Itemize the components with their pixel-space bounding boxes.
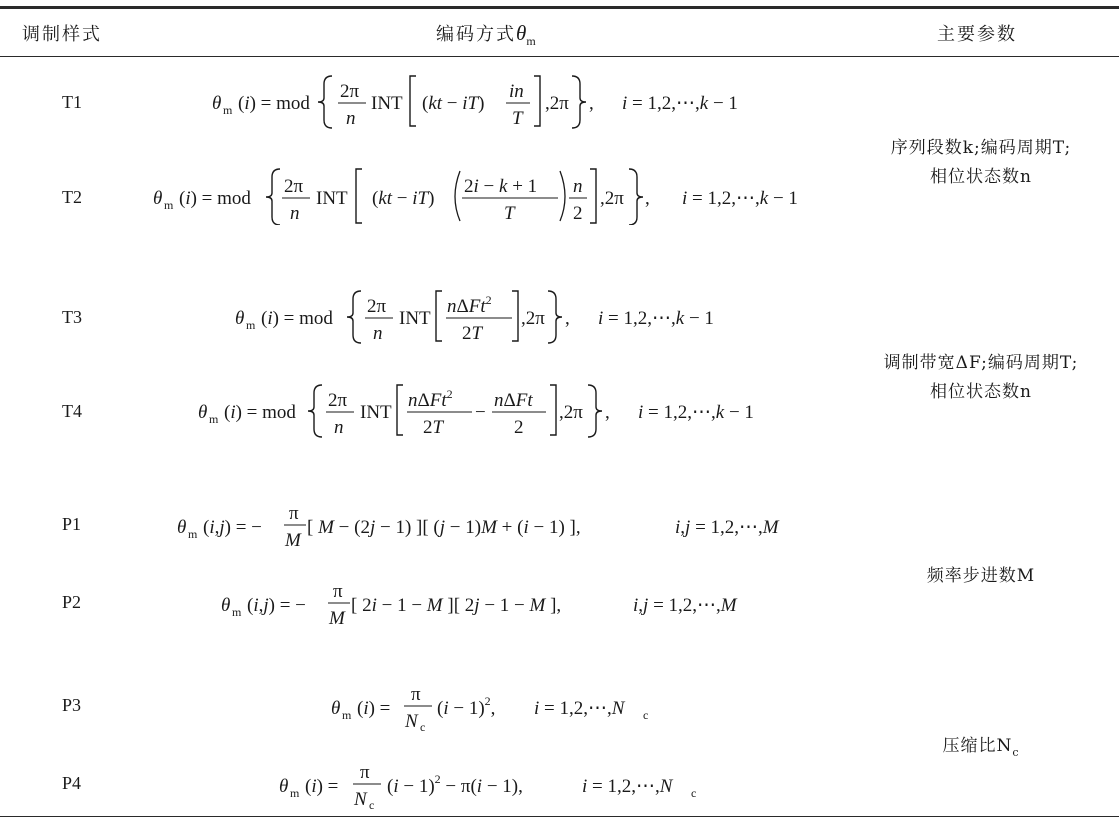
svg-text:c: c <box>643 708 649 722</box>
header-coding-method: 编码方式$\theta_m$ <box>436 21 536 48</box>
svg-text:2T: 2T <box>423 417 444 438</box>
svg-text:nΔFt: nΔFt <box>494 390 533 411</box>
svg-text:INT: INT <box>360 402 392 423</box>
param-line: 压缩比$N_c$ <box>942 736 1020 759</box>
svg-text:2π: 2π <box>328 390 348 411</box>
svg-text:π: π <box>360 762 370 783</box>
svg-text:M: M <box>329 608 345 629</box>
svg-text:,: , <box>589 93 594 114</box>
svg-text:m: m <box>164 198 174 212</box>
param-line: 频率步进数M <box>926 566 1036 586</box>
svg-text:n: n <box>346 108 356 129</box>
svg-text:(kt − iT): (kt − iT) <box>422 93 485 114</box>
svg-text:θ: θ <box>221 595 231 616</box>
param-line: 调制带宽ΔF;编码周期T; <box>883 353 1079 373</box>
scheme-label: P3 <box>62 695 82 715</box>
svg-text:n: n <box>334 417 344 438</box>
param-line: 相位状态数n <box>930 382 1032 402</box>
svg-text:m: m <box>209 412 219 426</box>
svg-text:n: n <box>373 323 383 344</box>
table-top-rule <box>0 6 1119 9</box>
svg-text:θ: θ <box>198 402 208 423</box>
svg-text:(i) = mod: (i) = mod <box>261 308 333 329</box>
svg-text:m: m <box>342 708 352 722</box>
formula-p4 <box>0 753 1119 813</box>
svg-text:,2π: ,2π <box>545 93 569 114</box>
svg-text:π: π <box>333 581 343 602</box>
scheme-label: T3 <box>62 307 82 327</box>
svg-text:T: T <box>512 108 523 129</box>
scheme-label: P4 <box>62 773 82 793</box>
svg-text:N: N <box>405 711 418 732</box>
header-main-params: 主要参数 <box>937 24 1017 45</box>
svg-text:[ 2i − 1 − M ][ 2j − 1 − M ],: [ 2i − 1 − M ][ 2j − 1 − M ], <box>351 595 562 616</box>
svg-text:n: n <box>573 176 583 197</box>
svg-text:i = 1,2,⋯,k − 1: i = 1,2,⋯,k − 1 <box>638 402 754 423</box>
svg-text:π: π <box>411 684 421 705</box>
svg-text:θ: θ <box>153 188 163 209</box>
svg-text:(i) = mod: (i) = mod <box>238 93 310 114</box>
params-t1-t2 <box>850 134 1112 192</box>
svg-text:[ M − (2j − 1) ][ (j − 1)M + (: [ M − (2j − 1) ][ (j − 1)M + (i − 1) ], <box>307 517 581 538</box>
formula-p1 <box>0 494 1119 554</box>
svg-text:(i) = mod: (i) = mod <box>179 188 251 209</box>
svg-text:(i,j) = −: (i,j) = − <box>247 595 306 616</box>
svg-text:θ: θ <box>331 698 341 719</box>
svg-text:in: in <box>509 81 524 102</box>
svg-text:INT: INT <box>316 188 348 209</box>
formula-t3 <box>0 285 1119 345</box>
svg-text:,: , <box>645 188 650 209</box>
svg-text:i = 1,2,⋯,N: i = 1,2,⋯,N <box>534 698 625 719</box>
svg-text:2: 2 <box>514 417 524 438</box>
header-modulation-style: 调制样式 <box>22 24 102 45</box>
svg-text:2: 2 <box>573 203 583 224</box>
svg-text:(i − 1)2,: $(i - 1)^2$, <box>437 694 496 719</box>
svg-text:n: n <box>290 203 300 224</box>
formula-t1 <box>0 70 1119 130</box>
svg-text:T: T <box>504 203 515 224</box>
svg-text:nΔFt2: nΔFt$^2$ <box>447 293 492 317</box>
svg-text:i,j = 1,2,⋯,M: i,j = 1,2,⋯,M <box>675 517 779 538</box>
scheme-label: T4 <box>62 401 82 421</box>
table-bottom-rule <box>0 816 1119 817</box>
svg-text:2π: 2π <box>340 81 360 102</box>
svg-text:INT: INT <box>399 308 431 329</box>
svg-text:m: m <box>188 527 198 541</box>
svg-text:m: m <box>246 318 256 332</box>
svg-text:θ: θ <box>177 517 187 538</box>
svg-text:c: c <box>691 786 697 800</box>
svg-text:i = 1,2,⋯,k − 1: i = 1,2,⋯,k − 1 <box>682 188 798 209</box>
svg-text:m: m <box>232 605 242 619</box>
svg-text:INT: INT <box>371 93 403 114</box>
svg-text:2T: 2T <box>462 323 483 344</box>
svg-text:(i,j) = −: (i,j) = − <box>203 517 262 538</box>
svg-text:(i) =: (i) = <box>305 776 339 797</box>
svg-text:,: , <box>565 308 570 329</box>
scheme-label: T2 <box>62 187 82 207</box>
param-line: 序列段数k;编码周期T; <box>890 138 1072 158</box>
params-p1-p2 <box>850 562 1112 591</box>
svg-text:2π: 2π <box>284 176 304 197</box>
svg-text:θ: θ <box>235 308 245 329</box>
svg-text:θ: θ <box>279 776 289 797</box>
svg-text:M: M <box>285 530 301 551</box>
svg-text:m: m <box>290 786 300 800</box>
table-header-rule <box>0 56 1119 57</box>
svg-text:N: N <box>354 789 367 810</box>
svg-text:nΔFt2: nΔFt$^2$ <box>408 387 453 411</box>
svg-text:c: c <box>369 798 375 812</box>
svg-text:i = 1,2,⋯,N: i = 1,2,⋯,N <box>582 776 673 797</box>
svg-text:c: c <box>420 720 426 734</box>
svg-text:,2π: ,2π <box>559 402 583 423</box>
svg-text:π: π <box>289 503 299 524</box>
svg-text:i = 1,2,⋯,k − 1: i = 1,2,⋯,k − 1 <box>622 93 738 114</box>
svg-text:(i) =: (i) = <box>357 698 391 719</box>
svg-text:i = 1,2,⋯,k − 1: i = 1,2,⋯,k − 1 <box>598 308 714 329</box>
svg-text:2i − k + 1: 2i − k + 1 <box>464 176 538 197</box>
svg-text:m: m <box>223 103 233 117</box>
svg-text:(kt − iT): (kt − iT) <box>372 188 435 209</box>
scheme-label: P1 <box>62 514 82 534</box>
params-t3-t4 <box>850 349 1112 407</box>
svg-text:i,j = 1,2,⋯,M: i,j = 1,2,⋯,M <box>633 595 737 616</box>
svg-text:2π: 2π <box>367 296 387 317</box>
param-line: 相位状态数n <box>930 167 1032 187</box>
scheme-label: P2 <box>62 592 82 612</box>
params-p3-p4 <box>850 732 1112 762</box>
svg-text:,2π: ,2π <box>600 188 624 209</box>
svg-text:(i) = mod: (i) = mod <box>224 402 296 423</box>
svg-text:−: − <box>475 402 486 423</box>
svg-text:,2π: ,2π <box>521 308 545 329</box>
svg-text:,: , <box>605 402 610 423</box>
svg-text:(i − 1)2 − π(i − 1),: $(i - 1)^2 - \pi(i - 1)$, <box>387 772 523 797</box>
formula-p3 <box>0 675 1119 735</box>
scheme-label: T1 <box>62 92 82 112</box>
svg-text:θ: θ <box>212 93 222 114</box>
